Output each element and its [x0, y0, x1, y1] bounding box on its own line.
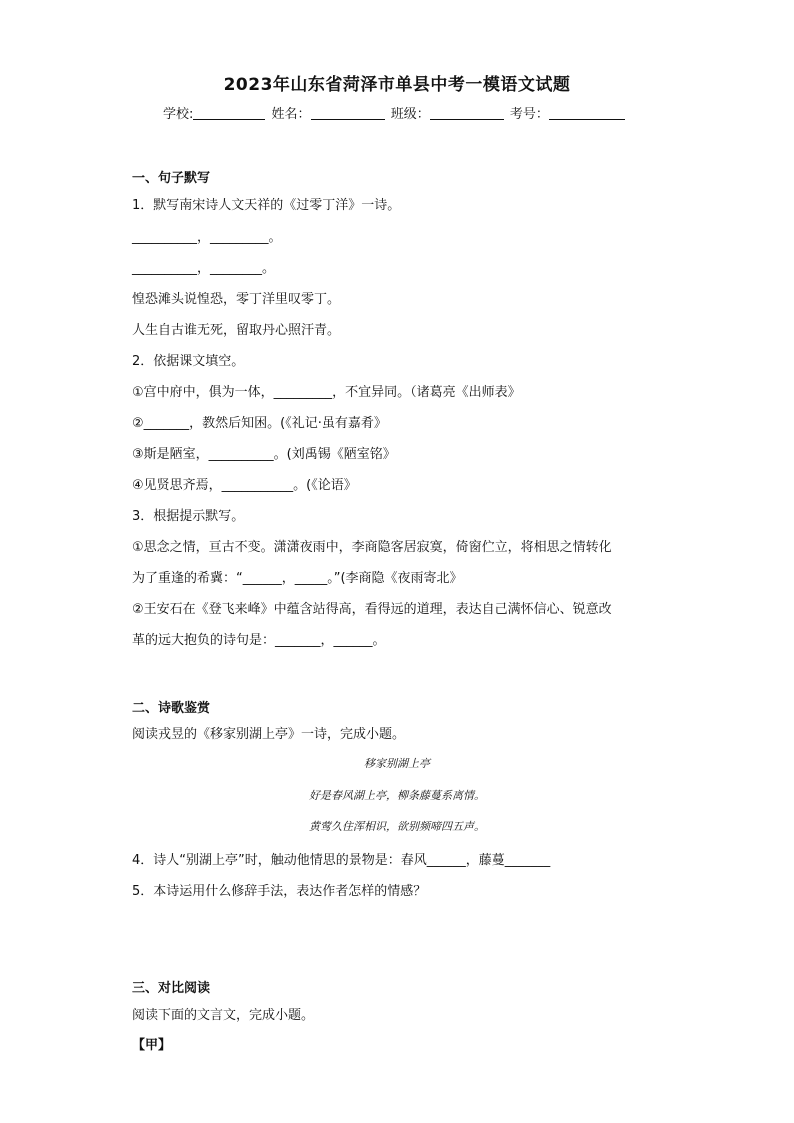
question-2: 2．依据课文填空。: [132, 354, 245, 369]
question-3-item-2-line-1: ②王安石在《登飞来峰》中蕴含站得高，看得远的道理，表达自己满怀信心、锐意改: [132, 602, 612, 617]
question-1-blank-line-2: __________，________。: [132, 261, 276, 276]
section-heading-1: 一、句子默写: [132, 171, 211, 186]
question-1: 1．默写南宋诗人文天祥的《过零丁洋》一诗。: [132, 198, 401, 213]
question-1-blank-line-1: __________，_________。: [132, 230, 282, 245]
student-info-row: [163, 103, 627, 122]
question-5: 5．本诗运用什么修辞手法，表达作者怎样的情感？: [132, 884, 427, 899]
question-3-item-2-line-2: 革的远大抱负的诗句是：_______，______。: [132, 633, 386, 648]
number-blank: [549, 107, 625, 120]
class-blank: [430, 107, 504, 120]
question-2-item-1: ①宫中府中，俱为一体，_________，不宜异同。（诸葛亮《出师表》: [132, 385, 521, 400]
poem-intro: 阅读戎昱的《移家别湖上亭》一诗，完成小题。: [132, 727, 406, 742]
school-blank: [193, 107, 265, 120]
question-3-item-1-line-2: 为了重逢的希冀：“______，_____。”(李商隐《夜雨寄北》: [132, 571, 463, 586]
section-heading-3: 三、对比阅读: [132, 981, 211, 996]
class-label: 班级：: [390, 107, 430, 122]
question-2-item-2: ②_______，教然后知困。(《礼记·虽有嘉肴》: [132, 416, 387, 431]
school-label: 学校:: [163, 107, 194, 122]
name-label: 姓名：: [271, 107, 311, 122]
question-3-item-1-line-1: ①思念之情，亘古不变。潇潇夜雨中，李商隐客居寂寞，倚窗伫立，将相思之情转化: [132, 540, 612, 555]
section-heading-2: 二、诗歌鉴赏: [132, 701, 211, 716]
reading-intro: 阅读下面的文言文，完成小题。: [132, 1008, 315, 1023]
poem-title: 移家别湖上亭: [364, 757, 430, 770]
question-2-item-3: ③斯是陋室，__________。(刘禹锡《陋室铭》: [132, 447, 396, 462]
passage-jia-label: 【甲】: [132, 1038, 172, 1053]
question-3: 3．根据提示默写。: [132, 509, 245, 524]
poem-line-2: 黄莺久住浑相识，欲别频啼四五声。: [309, 820, 485, 833]
number-label: 考号：: [509, 107, 549, 122]
question-2-item-4: ④见贤思齐焉，___________。(《论语》: [132, 478, 357, 493]
page-title: 2023年山东省菏泽市单县中考一模语文试题: [223, 75, 571, 95]
poem-line-3: 惶恐滩头说惶恐，零丁洋里叹零丁。: [132, 292, 341, 307]
name-blank: [311, 107, 385, 120]
poem-line-4: 人生自古谁无死，留取丹心照汗青。: [132, 323, 341, 338]
poem-line-1: 好是春风湖上亭，柳条藤蔓系离情。: [309, 789, 485, 802]
question-4: 4．诗人“别湖上亭”时，触动他情思的景物是：春风______，藤蔓_______: [132, 853, 551, 868]
